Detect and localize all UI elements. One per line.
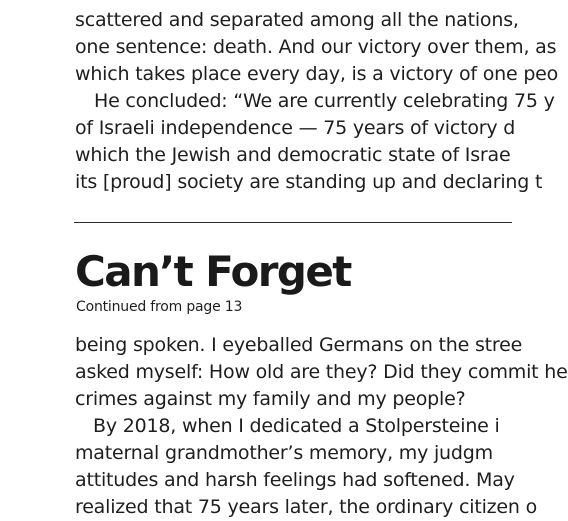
section-divider	[74, 222, 512, 223]
top-article-line: its [proud] society are standing up and declaring t	[75, 171, 543, 193]
top-article-paragraph-start: He concluded: “We are currently celebrating 75 y	[94, 90, 555, 112]
top-article-line: scattered and separated among all the nations,	[75, 9, 519, 31]
top-article-line: which the Jewish and democratic state of Israe	[75, 144, 511, 166]
article-paragraph-start: By 2018, when I dedicated a Stolpersteine i	[93, 415, 500, 437]
top-article-line: of Israeli independence — 75 years of victory d	[75, 117, 516, 139]
article-line: maternal grandmother’s memory, my judgm	[75, 442, 493, 464]
article-line: being spoken. I eyeballed Germans on the stree	[75, 334, 523, 356]
continued-from-label: Continued from page 13	[76, 299, 243, 315]
article-line: attitudes and harsh feelings had softened. May	[75, 469, 515, 491]
top-article-line: which takes place every day, is a victory of one peo	[75, 63, 559, 85]
top-article-line: one sentence: death. And our victory over them, as	[75, 36, 557, 58]
article-line: realized that 75 years later, the ordinary citizen o	[75, 496, 538, 518]
article-line: crimes against my family and my people?	[75, 388, 466, 410]
article-headline: Can’t Forget	[75, 247, 351, 296]
article-line: asked myself: How old are they? Did they commit he	[75, 361, 568, 383]
